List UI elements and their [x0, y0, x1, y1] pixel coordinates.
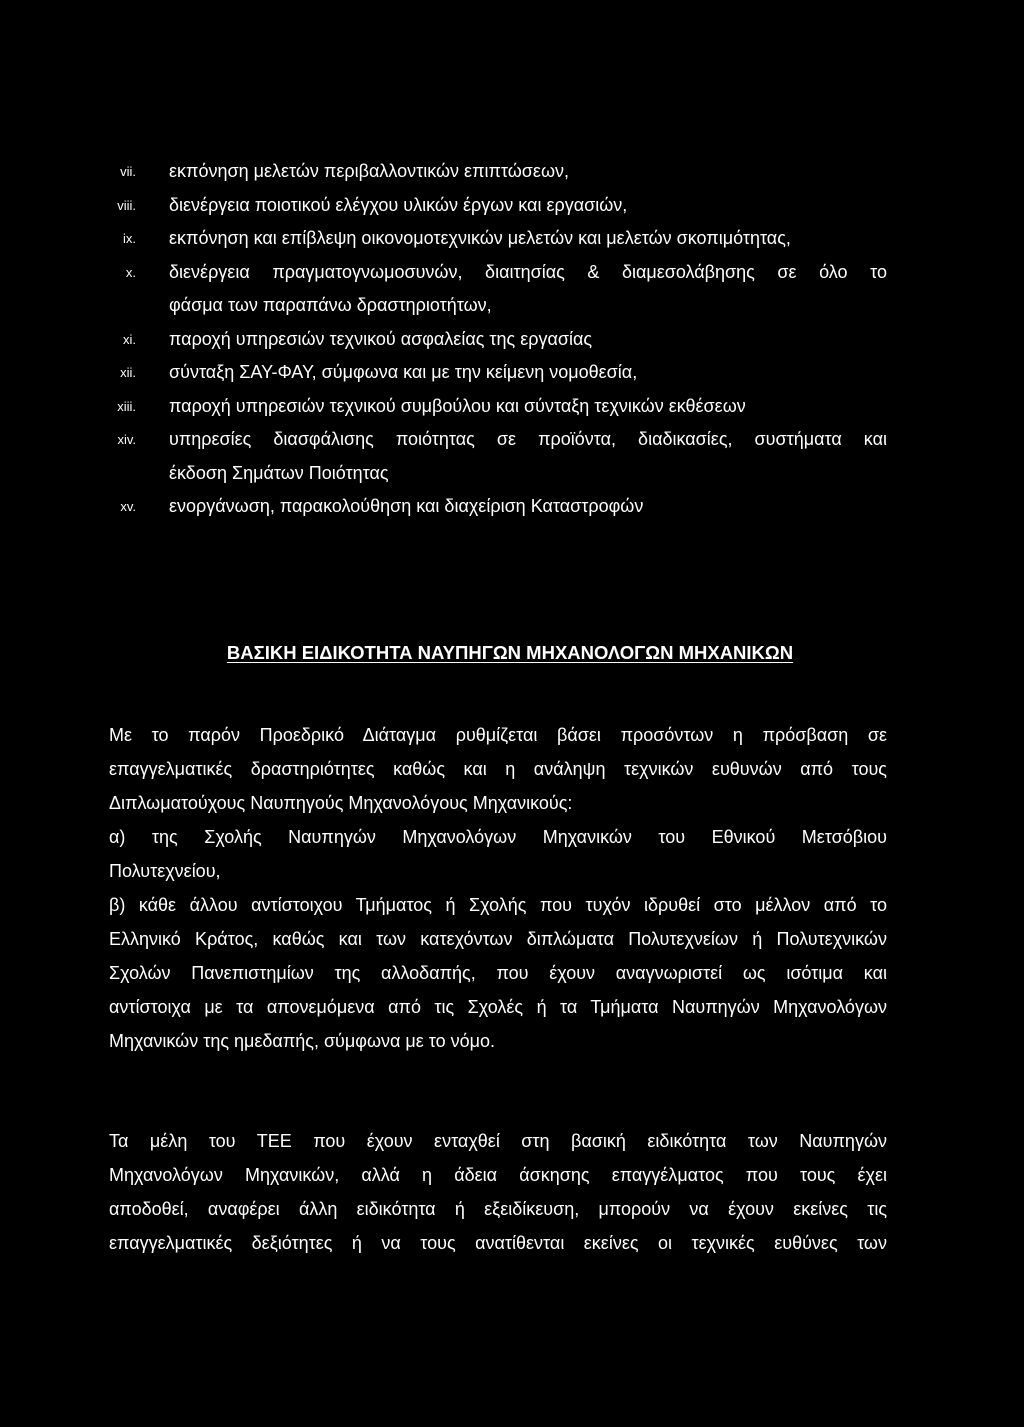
list-text-line: φάσμα των παραπάνω δραστηριοτήτων, [169, 295, 492, 315]
list-text-line: έκδοση Σημάτων Ποιότητας [169, 462, 389, 483]
list-number: xv. [120, 499, 136, 514]
list-item-xiv [0, 423, 1024, 490]
list-item-xii [0, 356, 1024, 390]
list-number: xii. [120, 365, 136, 380]
paragraph-tee-members [109, 1124, 887, 1260]
list-text: εκπόνηση μελετών περιβαλλοντικών επιπτώσεων, [169, 161, 569, 181]
section-heading: ΒΑΣΙΚΗ ΕΙΔΙΚΟΤΗΤΑ ΝΑΥΠΗΓΩΝ ΜΗΧΑΝΟΛΟΓΩΝ ΜΗΧΑΝΙΚΩΝ [226, 642, 794, 663]
paragraph-access-rules [109, 718, 887, 1058]
paragraph-line: β) κάθε άλλου αντίστοιχου Τμήματος ή Σχολής που τυχόν ιδρυθεί στο μέλλον από το [109, 895, 887, 915]
list-text: ενοργάνωση, παρακολούθηση και διαχείριση Καταστροφών [169, 496, 644, 516]
list-text [169, 256, 887, 323]
list-item-xi [0, 323, 1024, 357]
list-number: ix. [123, 231, 136, 246]
list-number: xiv. [117, 432, 136, 447]
list-item-x [0, 256, 1024, 323]
paragraph-line: Τα μέλη του ΤΕΕ που έχουν ενταχθεί στη βασική ειδικότητα των Ναυπηγών [109, 1131, 887, 1151]
paragraph-line: α) της Σχολής Ναυπηγών Μηχανολόγων Μηχανικών του Εθνικού Μετσόβιου [109, 827, 887, 847]
paragraph-line: Σχολών Πανεπιστημίων της αλλοδαπής, που έχουν αναγνωριστεί ως ισότιμα και [109, 963, 887, 983]
list-number: viii. [117, 197, 136, 213]
list-item-xiii [0, 390, 1024, 424]
paragraph-line: Πολυτεχνείου, [109, 861, 221, 881]
paragraph-line: αποδοθεί, αναφέρει άλλη ειδικότητα ή εξειδίκευση, μπορούν να έχουν εκείνες τις [109, 1199, 887, 1219]
list-text: εκπόνηση και επίβλεψη οικονομοτεχνικών μελετών και μελετών σκοπιμότητας, [169, 228, 791, 248]
list-item-ix [0, 222, 1024, 256]
list-text: διενέργεια ποιοτικού ελέγχου υλικών έργων και εργασιών, [169, 194, 628, 215]
paragraph-line: Διπλωματούχους Ναυπηγούς Μηχανολόγους Μηχανικούς: [109, 793, 573, 813]
list-text-line: υπηρεσίες διασφάλισης ποιότητας σε προϊόντα, διαδικασίες, συστήματα και [169, 429, 887, 449]
list-item-vii [0, 155, 1024, 189]
paragraph-line: Μηχανολόγων Μηχανικών, αλλά η άδεια άσκησης επαγγέλματος που τους έχει [109, 1165, 887, 1185]
list-text [169, 423, 887, 490]
list-number: xiii. [117, 398, 136, 414]
list-number: x. [125, 264, 136, 280]
numbered-list [0, 155, 1024, 524]
paragraph-line: αντίστοιχα με τα απονεμόμενα από τις Σχολές ή τα Τμήματα Ναυπηγών Μηχανολόγων [109, 997, 887, 1017]
paragraph-line: Ελληνικό Κράτος, καθώς και των κατεχόντων διπλώματα Πολυτεχνείων ή Πολυτεχνικών [109, 929, 887, 949]
list-number: xi. [123, 331, 136, 347]
list-number: vii. [120, 164, 136, 179]
list-text: παροχή υπηρεσιών τεχνικού συμβούλου και σύνταξη τεχνικών εκθέσεων [169, 395, 746, 416]
list-item-xv [0, 490, 1024, 524]
list-text: παροχή υπηρεσιών τεχνικού ασφαλείας της εργασίας [169, 328, 593, 349]
list-item-viii [0, 189, 1024, 223]
list-text: σύνταξη ΣΑΥ-ΦΑΥ, σύμφωνα και με την κείμενη νομοθεσία, [169, 362, 638, 382]
paragraph-line: Μηχανικών της ημεδαπής, σύμφωνα με το νόμο. [109, 1031, 496, 1051]
list-text-line: διενέργεια πραγματογνωμοσυνών, διαιτησίας & διαμεσολάβησης σε όλο το [169, 261, 887, 282]
paragraph-line: Με το παρόν Προεδρικό Διάταγμα ρυθμίζεται βάσει προσόντων η πρόσβαση σε [109, 725, 887, 745]
paragraph-line: επαγγελματικές δραστηριότητες καθώς και η ανάληψη τεχνικών ευθυνών από τους [109, 759, 887, 779]
paragraph-line: επαγγελματικές δεξιότητες ή να τους ανατίθενται εκείνες οι τεχνικές ευθύνες των [109, 1233, 887, 1253]
